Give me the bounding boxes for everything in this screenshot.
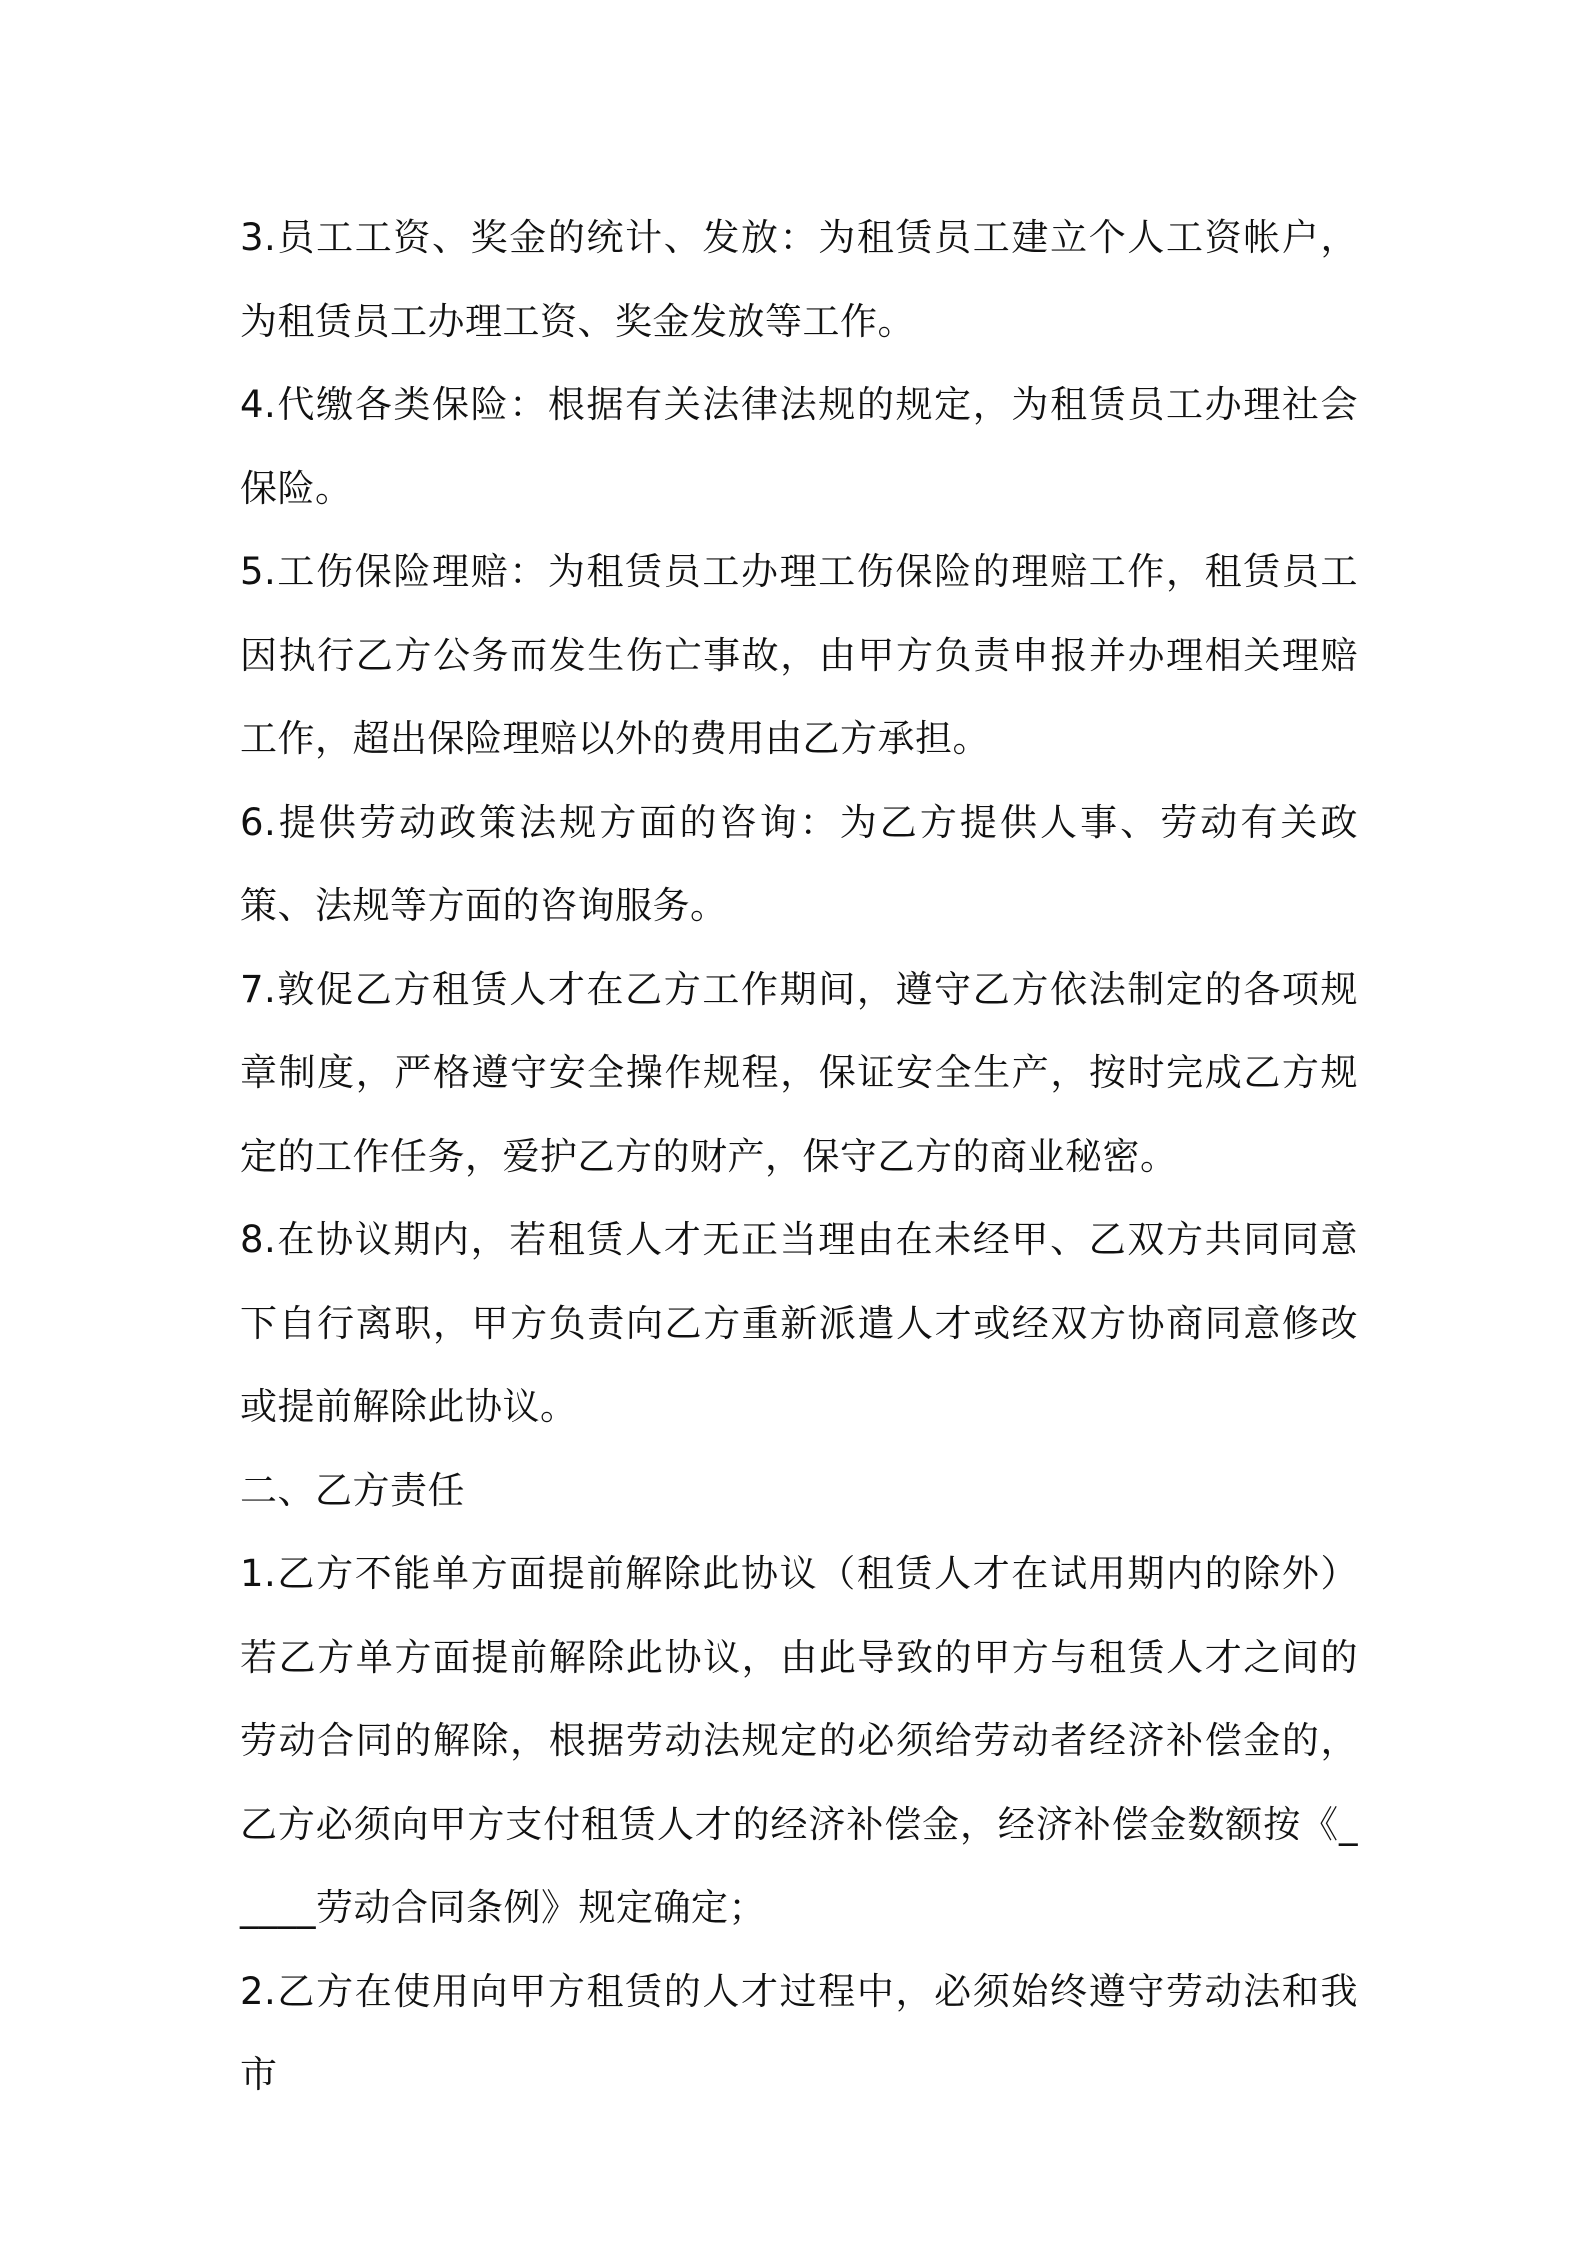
paragraph-resignation: 8.在协议期内，若租赁人才无正当理由在未经甲、乙双方共同同意下自行离职，甲方负责向乙方重新派遣人才或经双方协商同意修改或提前解除此协议。 <box>240 1218 1358 1428</box>
paragraph-labor-law: 2.乙方在使用向甲方租赁的人才过程中，必须始终遵守劳动法和我市 <box>240 1969 1358 2096</box>
paragraph-insurance: 4.代缴各类保险：根据有关法律法规的规定，为租赁员工办理社会保险。 <box>240 383 1358 510</box>
section-heading-party-b: 二、乙方责任 <box>240 1468 465 1512</box>
paragraph-salary-payment: 3.员工工资、奖金的统计、发放：为租赁员工建立个人工资帐户，为租赁员工办理工资、奖金发放等工作。 <box>240 216 1358 343</box>
document-body <box>240 196 1358 2117</box>
paragraph-injury-claims: 5.工伤保险理赔：为租赁员工办理工伤保险的理赔工作，租赁员工因执行乙方公务而发生伤亡事故，由甲方负责申报并办理相关理赔工作，超出保险理赔以外的费用由乙方承担。 <box>240 550 1358 760</box>
paragraph-policy-consulting: 6.提供劳动政策法规方面的咨询：为乙方提供人事、劳动有关政策、法规等方面的咨询服务。 <box>240 800 1358 927</box>
paragraph-compliance: 7.敦促乙方租赁人才在乙方工作期间，遵守乙方依法制定的各项规章制度，严格遵守安全操作规程，保证安全生产，按时完成乙方规定的工作任务，爱护乙方的财产，保守乙方的商业秘密。 <box>240 967 1358 1178</box>
paragraph-early-termination: 1.乙方不能单方面提前解除此协议（租赁人才在试用期内的除外）若乙方单方面提前解除此协议，由此导致的甲方与租赁人才之间的劳动合同的解除，根据劳动法规定的必须给劳动者经济补偿金的，乙方必须向甲方支付租赁人才的经济补偿金，经济补偿金数额按《_____劳动合同条例》规定确定； <box>240 1552 1358 1929</box>
